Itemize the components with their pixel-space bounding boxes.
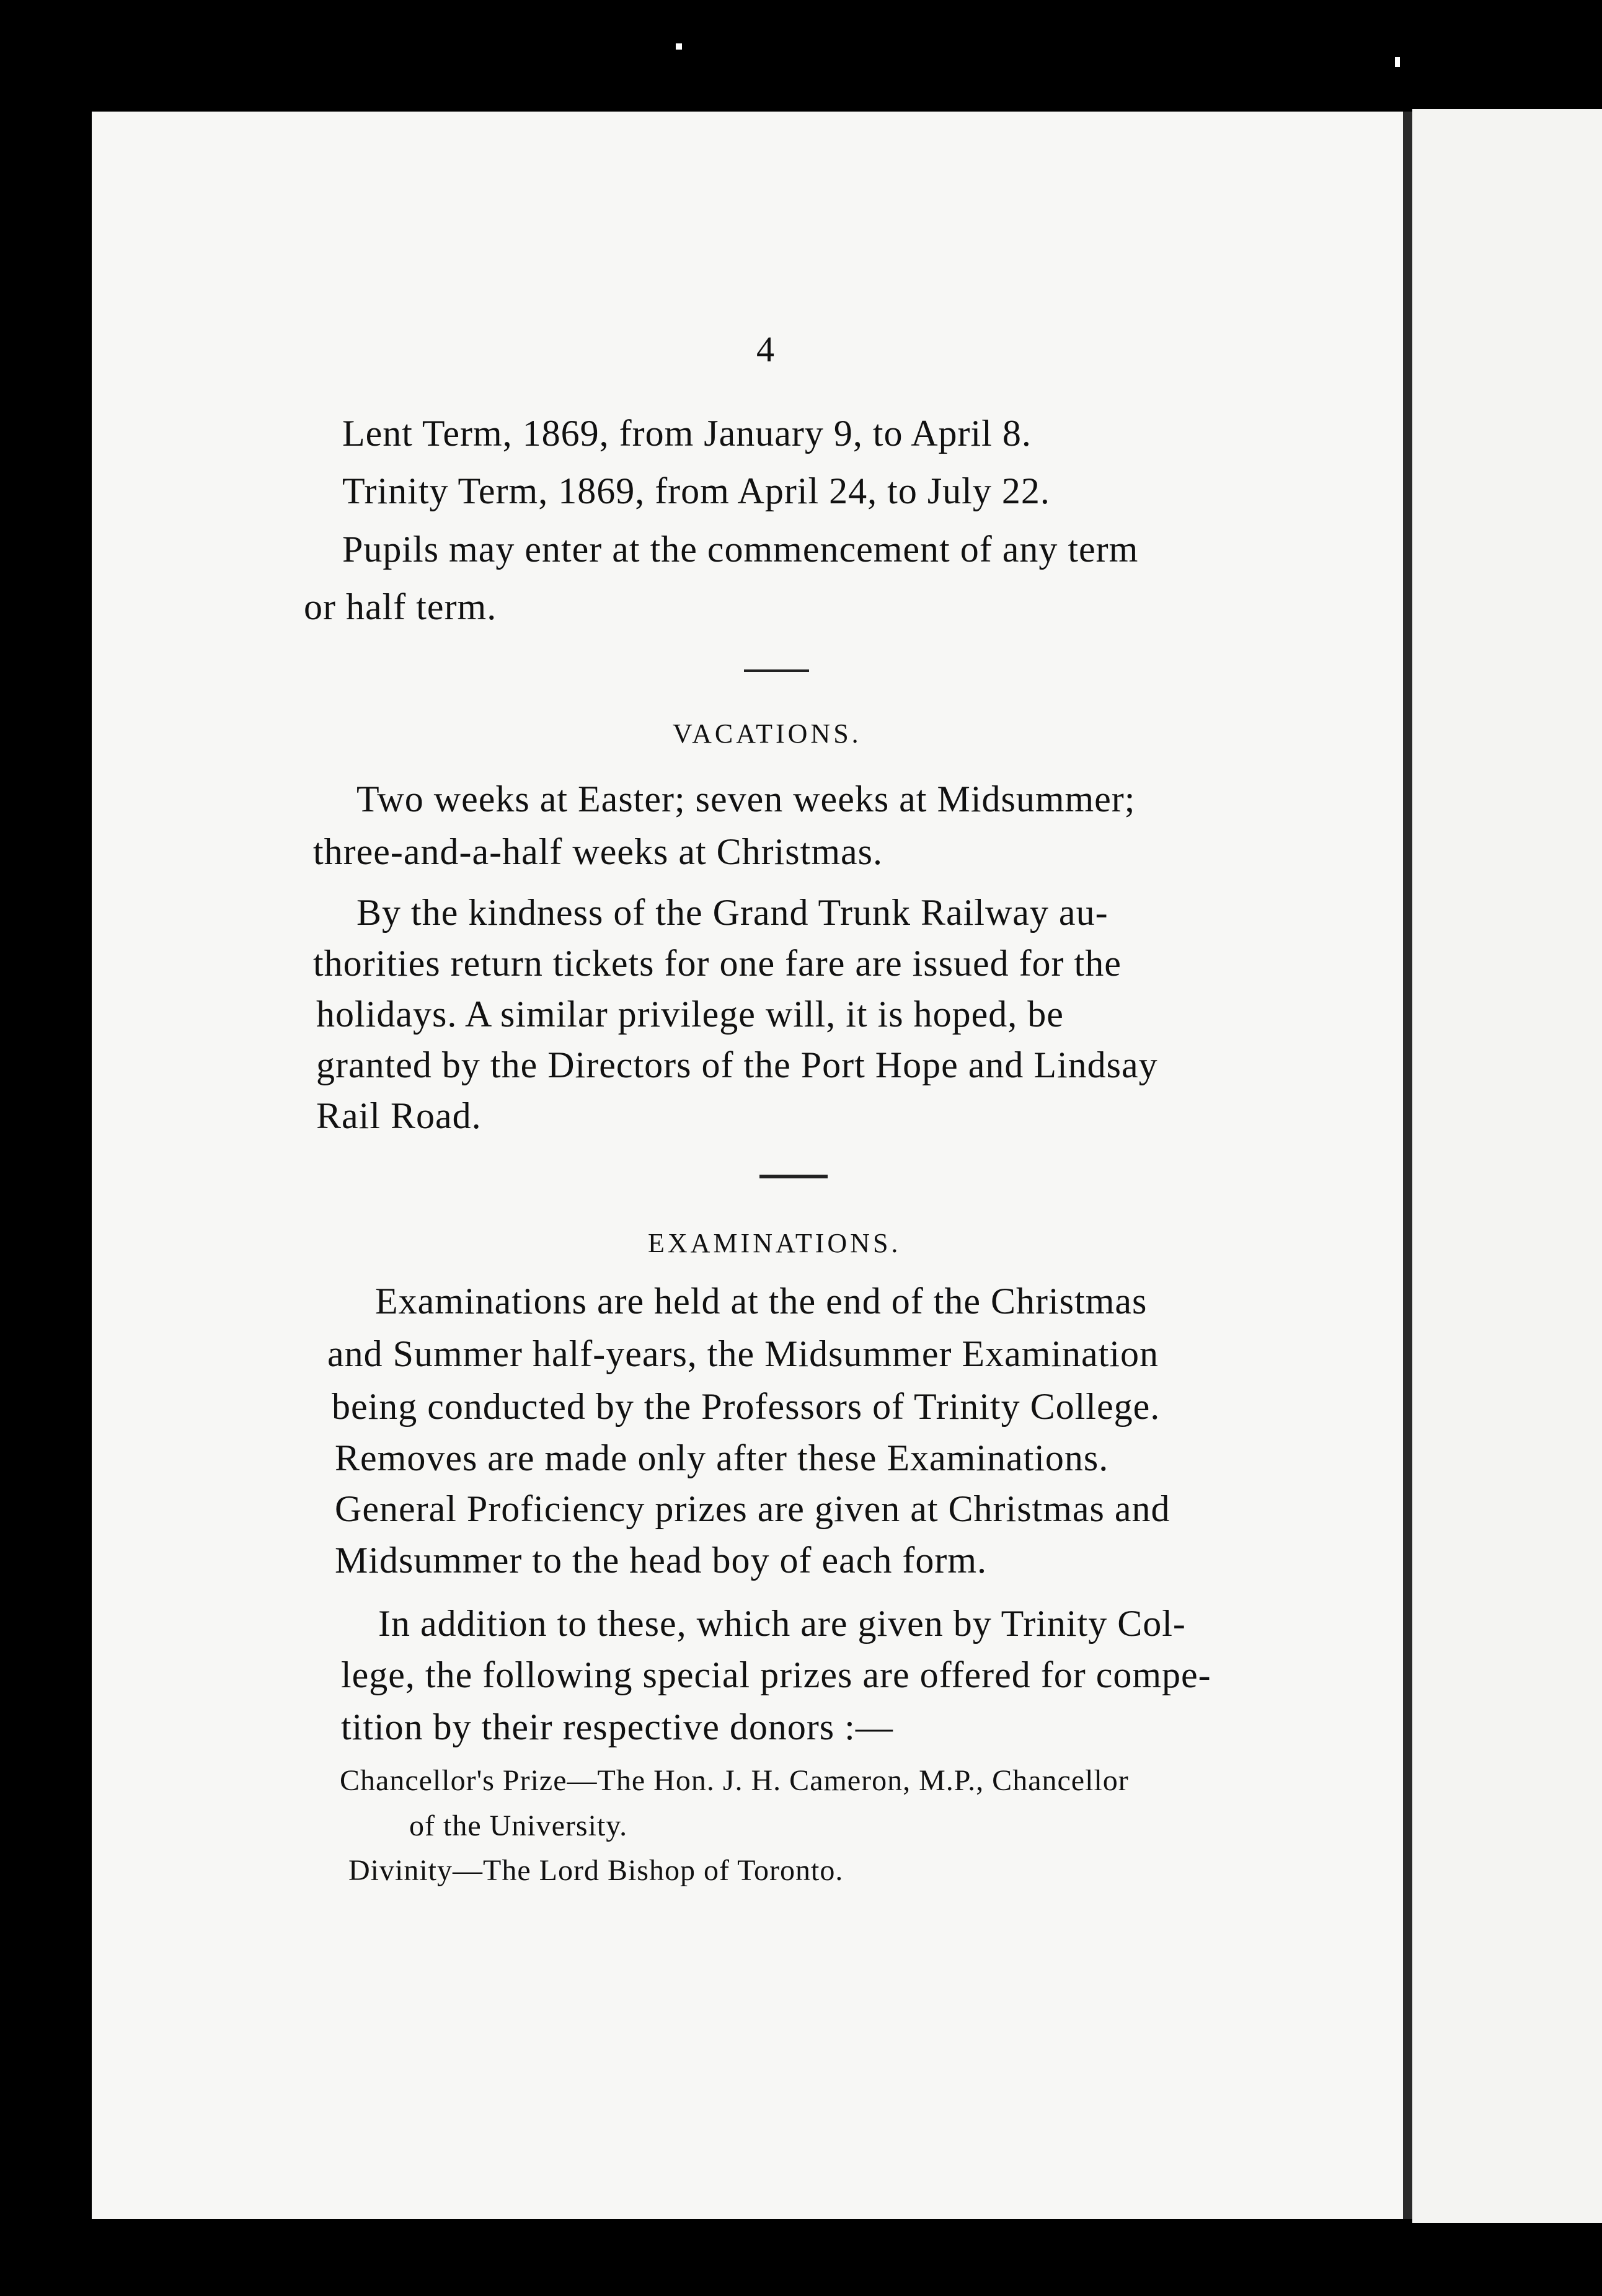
examinations-line: Removes are made only after these Examinations. [335, 1437, 1109, 1478]
section-divider [759, 1175, 828, 1178]
prize-line: Chancellor's Prize—The Hon. J. H. Cameron, M.P., Chancellor [340, 1764, 1129, 1797]
vacations-line: holidays. A similar privilege will, it is hoped, be [316, 994, 1064, 1035]
examinations-line: being conducted by the Professors of Trinity College. [332, 1386, 1161, 1427]
examinations-line: lege, the following special prizes are offered for compe- [341, 1654, 1211, 1695]
facing-page-edge [1412, 109, 1602, 2223]
examinations-heading: EXAMINATIONS. [648, 1228, 901, 1258]
term-line: or half term. [304, 586, 497, 627]
vacations-line: three-and-a-half weeks at Christmas. [313, 831, 883, 872]
section-divider [744, 669, 809, 672]
scan-speck [1395, 57, 1400, 67]
examinations-line: Examinations are held at the end of the Christmas [375, 1281, 1148, 1322]
page-number: 4 [756, 329, 774, 369]
examinations-line: General Proficiency prizes are given at Christmas and [335, 1488, 1171, 1529]
term-line: Lent Term, 1869, from January 9, to April 8. [342, 413, 1032, 454]
examinations-line: and Summer half-years, the Midsummer Examination [327, 1333, 1159, 1374]
vacations-line: granted by the Directors of the Port Hope and Lindsay [316, 1044, 1158, 1085]
vacations-line: Two weeks at Easter; seven weeks at Midsummer; [356, 779, 1136, 819]
vacations-line: thorities return tickets for one fare are issued for the [313, 943, 1122, 984]
examinations-line: In addition to these, which are given by Trinity Col- [378, 1603, 1186, 1644]
vacations-line: Rail Road. [316, 1095, 482, 1136]
prize-line: of the University. [409, 1809, 628, 1842]
term-line: Trinity Term, 1869, from April 24, to July 22. [342, 470, 1050, 511]
scan-speck [676, 43, 682, 50]
vacations-line: By the kindness of the Grand Trunk Railway au- [356, 892, 1109, 933]
examinations-line: tition by their respective donors :— [341, 1707, 893, 1747]
page-gutter [1403, 112, 1412, 2219]
prize-line: Divinity—The Lord Bishop of Toronto. [348, 1854, 844, 1887]
vacations-heading: VACATIONS. [673, 718, 862, 749]
term-line: Pupils may enter at the commencement of any term [342, 529, 1139, 570]
examinations-line: Midsummer to the head boy of each form. [335, 1540, 988, 1581]
